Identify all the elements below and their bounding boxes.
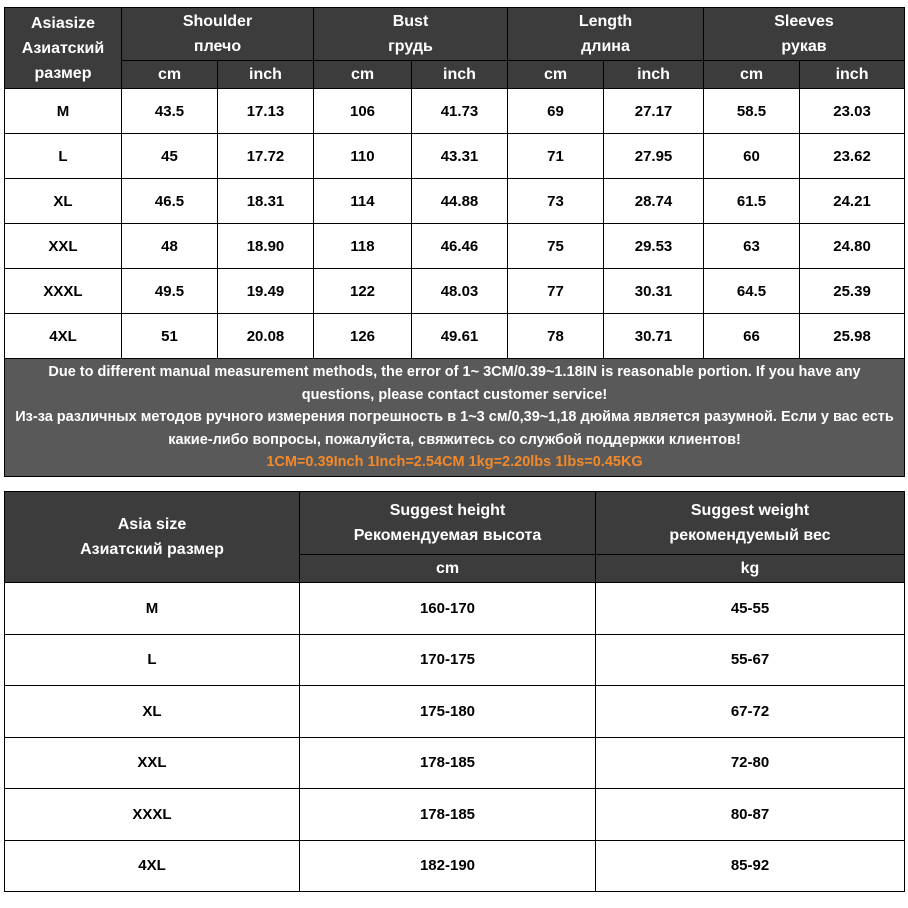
size-cell: XXL	[5, 224, 122, 269]
measurement-note	[5, 359, 905, 477]
size-cell: XXXL	[5, 789, 300, 841]
table-row	[5, 634, 905, 686]
sleeves-inch-cell: 25.98	[800, 314, 905, 359]
bust-inch-cell: 46.46	[412, 224, 508, 269]
asia-size-header-en: Asia size	[117, 516, 187, 533]
size-header-ru-1: Азиатский	[21, 39, 105, 57]
table-row	[5, 314, 905, 359]
suggest-weight-cell: 67-72	[596, 686, 905, 738]
size-cell: M	[5, 583, 300, 635]
shoulder-cm-cell: 48	[122, 224, 218, 269]
table-row	[5, 179, 905, 224]
shoulder-inch-cell: 18.31	[218, 179, 314, 224]
length-inch-cell: 27.95	[604, 134, 704, 179]
suggest-weight-en: Suggest weight	[690, 502, 810, 519]
length-cm-cell: 77	[508, 269, 604, 314]
bust-inch-cell: 43.31	[412, 134, 508, 179]
length-header	[508, 8, 704, 61]
size-cell: 4XL	[5, 314, 122, 359]
sleeves-inch-cell: 25.39	[800, 269, 905, 314]
size-measurement-rows	[5, 89, 905, 359]
suggest-height-cell: 178-185	[300, 789, 596, 841]
suggest-weight-cell: 80-87	[596, 789, 905, 841]
sleeves-inch-cell: 24.21	[800, 179, 905, 224]
shoulder-header-en: Shoulder	[182, 13, 253, 30]
table-row	[5, 269, 905, 314]
bust-cm-cell: 118	[314, 224, 412, 269]
suggest-height-en: Suggest height	[389, 502, 506, 519]
unit-cm-header: cm	[508, 61, 604, 89]
shoulder-cm-cell: 45	[122, 134, 218, 179]
bust-inch-cell: 44.88	[412, 179, 508, 224]
suggest-height-ru: Рекомендуемая высота	[353, 527, 542, 544]
unit-inch-header: inch	[412, 61, 508, 89]
weight-unit-header: kg	[596, 555, 905, 583]
suggest-height-cell: 175-180	[300, 686, 596, 738]
bust-header-en: Bust	[392, 13, 429, 30]
suggest-weight-cell: 55-67	[596, 634, 905, 686]
suggest-height-cell: 160-170	[300, 583, 596, 635]
sleeves-cm-cell: 61.5	[704, 179, 800, 224]
length-cm-cell: 71	[508, 134, 604, 179]
sleeves-inch-cell: 23.03	[800, 89, 905, 134]
sleeves-header	[704, 8, 905, 61]
bust-header-ru: грудь	[388, 38, 433, 55]
bust-cm-cell: 106	[314, 89, 412, 134]
sleeves-cm-cell: 64.5	[704, 269, 800, 314]
suggest-weight-cell: 45-55	[596, 583, 905, 635]
bust-cm-cell: 122	[314, 269, 412, 314]
table-row	[5, 789, 905, 841]
sleeves-cm-cell: 60	[704, 134, 800, 179]
sleeves-cm-cell: 63	[704, 224, 800, 269]
unit-cm-header: cm	[122, 61, 218, 89]
suggest-weight-header	[596, 492, 905, 555]
table-row	[5, 89, 905, 134]
sleeves-header-ru: рукав	[781, 38, 827, 55]
unit-inch-header: inch	[218, 61, 314, 89]
table-row	[5, 583, 905, 635]
shoulder-cm-cell: 51	[122, 314, 218, 359]
suggest-height-cell: 170-175	[300, 634, 596, 686]
unit-cm-header: cm	[704, 61, 800, 89]
size-cell: M	[5, 89, 122, 134]
suggest-height-cell: 182-190	[300, 840, 596, 892]
table-row	[5, 686, 905, 738]
shoulder-inch-cell: 19.49	[218, 269, 314, 314]
shoulder-cm-cell: 46.5	[122, 179, 218, 224]
bust-cm-cell: 126	[314, 314, 412, 359]
bust-inch-cell: 41.73	[412, 89, 508, 134]
table-row	[5, 224, 905, 269]
unit-inch-header: inch	[604, 61, 704, 89]
shoulder-header	[122, 8, 314, 61]
length-cm-cell: 75	[508, 224, 604, 269]
size-header-ru-2: размер	[34, 64, 92, 82]
shoulder-inch-cell: 20.08	[218, 314, 314, 359]
bust-cm-cell: 110	[314, 134, 412, 179]
size-cell: L	[5, 134, 122, 179]
length-inch-cell: 28.74	[604, 179, 704, 224]
size-recommendation-table	[4, 491, 905, 892]
size-cell: L	[5, 634, 300, 686]
suggest-weight-cell: 72-80	[596, 737, 905, 789]
size-column-header	[5, 8, 122, 89]
shoulder-inch-cell: 17.72	[218, 134, 314, 179]
sleeves-inch-cell: 24.80	[800, 224, 905, 269]
size-recommendation-rows	[5, 583, 905, 892]
length-cm-cell: 73	[508, 179, 604, 224]
size-measurement-table	[4, 7, 905, 477]
bust-inch-cell: 49.61	[412, 314, 508, 359]
size-cell: 4XL	[5, 840, 300, 892]
bust-cm-cell: 114	[314, 179, 412, 224]
suggest-weight-cell: 85-92	[596, 840, 905, 892]
shoulder-header-ru: плечо	[193, 38, 242, 55]
asia-size-header-ru: Азиатский размер	[80, 541, 224, 558]
bust-header	[314, 8, 508, 61]
height-unit-header: cm	[300, 555, 596, 583]
size-cell: XL	[5, 686, 300, 738]
sleeves-cm-cell: 58.5	[704, 89, 800, 134]
sleeves-cm-cell: 66	[704, 314, 800, 359]
size-cell: XXL	[5, 737, 300, 789]
length-cm-cell: 69	[508, 89, 604, 134]
table-row	[5, 840, 905, 892]
size-cell: XXXL	[5, 269, 122, 314]
shoulder-inch-cell: 17.13	[218, 89, 314, 134]
length-header-ru: длина	[581, 38, 630, 55]
shoulder-inch-cell: 18.90	[218, 224, 314, 269]
sleeves-inch-cell: 23.62	[800, 134, 905, 179]
unit-inch-header: inch	[800, 61, 905, 89]
note-english: Due to different manual measurement methods, the error of 1~ 3CM/0.39~1.18IN is reasonable portion. If you have any questions, please contact customer service!	[48, 364, 861, 403]
length-inch-cell: 27.17	[604, 89, 704, 134]
suggest-height-header	[300, 492, 596, 555]
sleeves-header-en: Sleeves	[774, 13, 834, 30]
unit-cm-header: cm	[314, 61, 412, 89]
length-inch-cell: 29.53	[604, 224, 704, 269]
asia-size-header	[5, 492, 300, 583]
length-cm-cell: 78	[508, 314, 604, 359]
size-header-en: Asiasize	[30, 14, 96, 32]
size-cell: XL	[5, 179, 122, 224]
suggest-weight-ru: рекомендуемый вес	[669, 527, 831, 544]
shoulder-cm-cell: 49.5	[122, 269, 218, 314]
bust-inch-cell: 48.03	[412, 269, 508, 314]
shoulder-cm-cell: 43.5	[122, 89, 218, 134]
note-russian: Из-за различных методов ручного измерения погрешность в 1~3 см/0,39~1,18 дюйма является разумной. Если у вас есть какие-либо вопросы, пожалуйста, свяжитесь со службой поддержки клиентов!	[15, 409, 894, 448]
suggest-height-cell: 178-185	[300, 737, 596, 789]
length-inch-cell: 30.31	[604, 269, 704, 314]
note-conversion: 1CM=0.39Inch 1Inch=2.54CM 1kg=2.20lbs 1lbs=0.45KG	[266, 454, 643, 470]
table-row	[5, 737, 905, 789]
length-inch-cell: 30.71	[604, 314, 704, 359]
table-row	[5, 134, 905, 179]
length-header-en: Length	[578, 13, 633, 30]
